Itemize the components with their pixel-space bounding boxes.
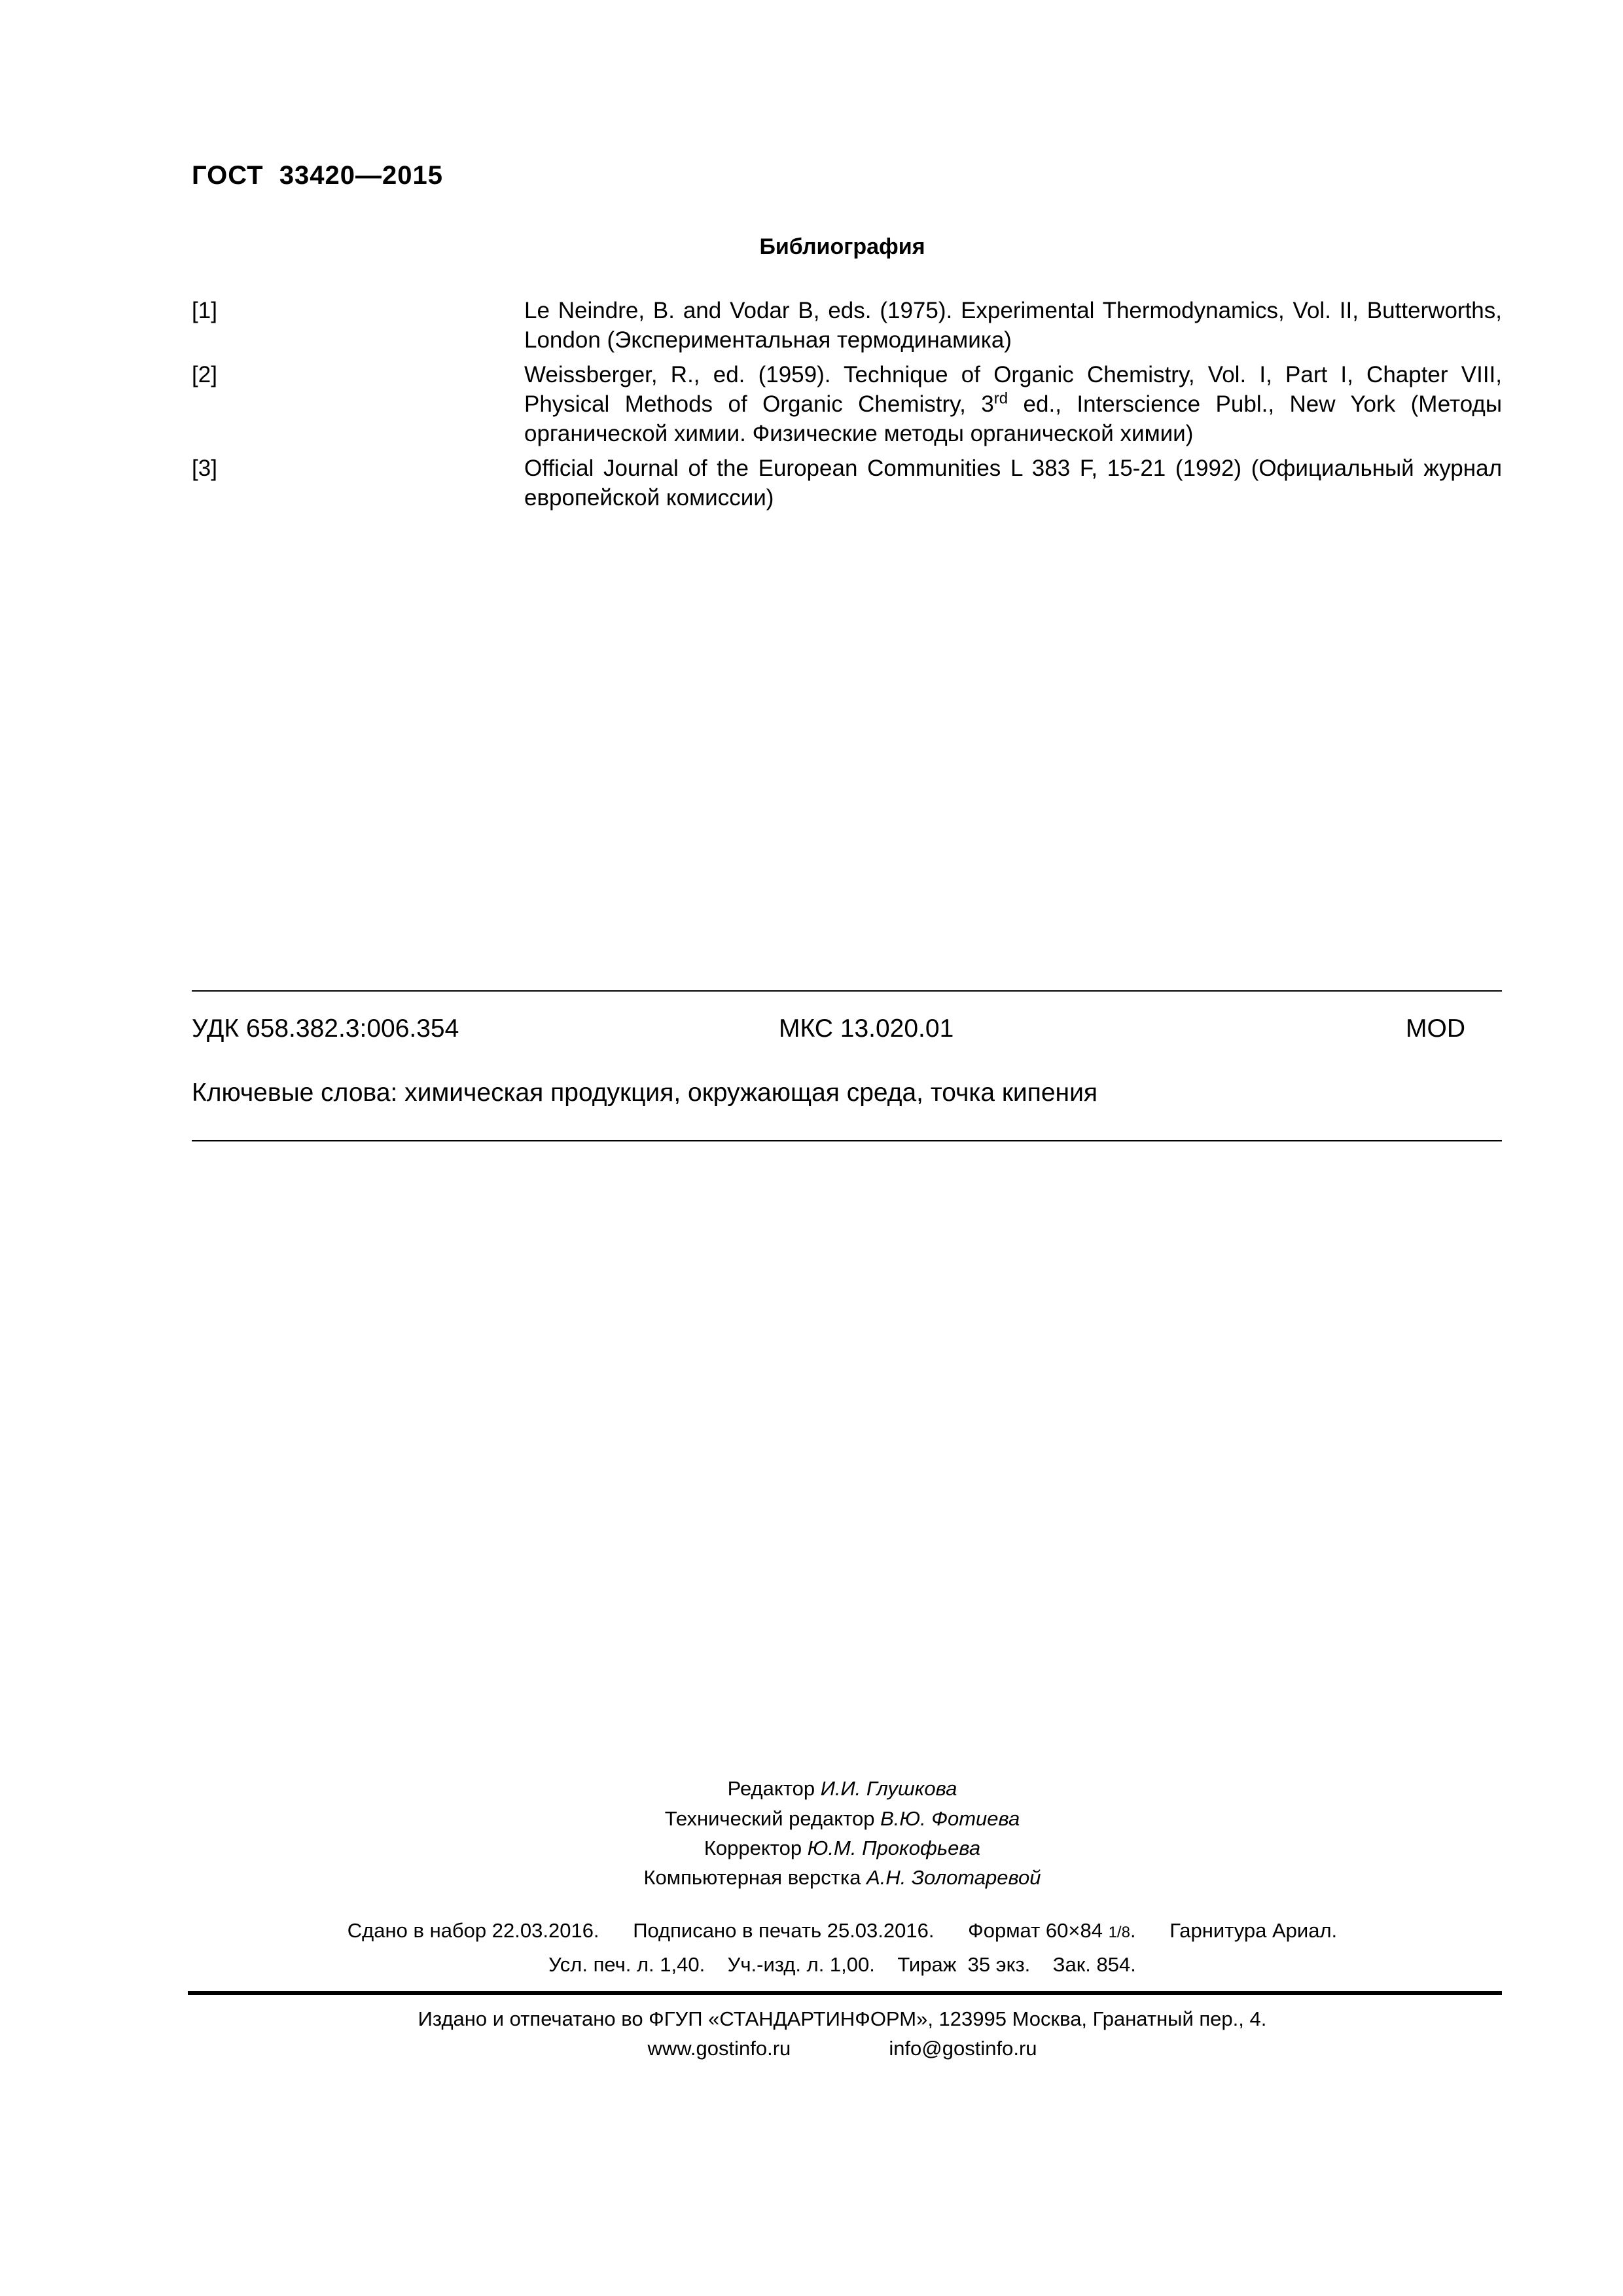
staff-person: Ю.М. Прокофьева xyxy=(807,1837,981,1859)
print-info-line: Усл. печ. л. 1,40. Уч.-изд. л. 1,00. Тираж 35 экз. Зак. 854. xyxy=(548,1953,1136,1976)
mks-code: МКС 13.020.01 xyxy=(779,1014,954,1043)
reference-text: Le Neindre, B. and Vodar B, eds. (1975). Experimental Thermodynamics, Vol. II, Butterworths, London (Экспериментальная термодинамика) xyxy=(524,298,1502,353)
publisher-contacts xyxy=(0,2037,1623,2060)
reference-text-part: ed., Interscience Publ., New York (Методы органической химии. Физические методы органической химии) xyxy=(524,391,1502,446)
keywords: Ключевые слова: химическая продукция, окружающая среда, точка кипения xyxy=(192,1079,1097,1107)
bibliography-entry xyxy=(192,296,1502,355)
staff-role: Технический редактор xyxy=(664,1807,881,1830)
reference-text: Official Journal of the European Communities L 383 F, 15-21 (1992) (Официальный журнал европейской комиссии) xyxy=(524,456,1502,511)
mod-label: MOD xyxy=(1406,1014,1465,1043)
reference-text-part: Weissberger, R., ed. (1959). Technique of Organic Chemistry, Vol. I, Part I, Chapter VIII, Physical Methods of Organic Chemistry, 3 xyxy=(524,362,1502,417)
staff-line xyxy=(0,1777,1623,1801)
reference-number: [3] xyxy=(192,456,217,481)
bibliography-entry xyxy=(192,360,1502,448)
staff-person: В.Ю. Фотиева xyxy=(880,1807,1020,1830)
reference-number: [2] xyxy=(192,362,217,387)
staff-line xyxy=(0,1837,1623,1860)
divider xyxy=(192,1140,1502,1141)
website-link[interactable]: www.gostinfo.ru xyxy=(647,2037,791,2060)
print-info-text: Сдано в набор 22.03.2016. Подписано в печать 25.03.2016. Формат 60×84 xyxy=(347,1919,1109,1942)
bibliography-entry xyxy=(192,454,1502,512)
staff-role: Компьютерная верстка xyxy=(643,1866,867,1889)
reference-number: [1] xyxy=(192,298,217,323)
print-info-line xyxy=(0,1919,1623,1943)
thick-divider xyxy=(188,1991,1502,1995)
reference-text xyxy=(524,360,1502,448)
document-code: ГОСТ 33420—2015 xyxy=(192,161,444,190)
staff-line xyxy=(0,1807,1623,1831)
staff-role: Редактор xyxy=(727,1777,821,1800)
publisher-line: Издано и отпечатано во ФГУП «СТАНДАРТИНФОРМ», 123995 Москва, Гранатный пер., 4. xyxy=(418,2007,1267,2030)
print-info-text: . Гарнитура Ариал. xyxy=(1130,1919,1338,1942)
staff-person: А.Н. Золотаревой xyxy=(866,1866,1041,1889)
staff-person: И.И. Глушкова xyxy=(820,1777,957,1800)
email-link[interactable]: info@gostinfo.ru xyxy=(889,2037,1037,2060)
staff-role: Корректор xyxy=(704,1837,808,1859)
divider xyxy=(192,990,1502,992)
bibliography-title: Библиография xyxy=(759,234,925,259)
staff-line xyxy=(0,1866,1623,1890)
superscript: rd xyxy=(993,389,1008,408)
format-fraction: 1/8 xyxy=(1108,1924,1130,1941)
udk-code: УДК 658.382.3:006.354 xyxy=(192,1014,459,1043)
